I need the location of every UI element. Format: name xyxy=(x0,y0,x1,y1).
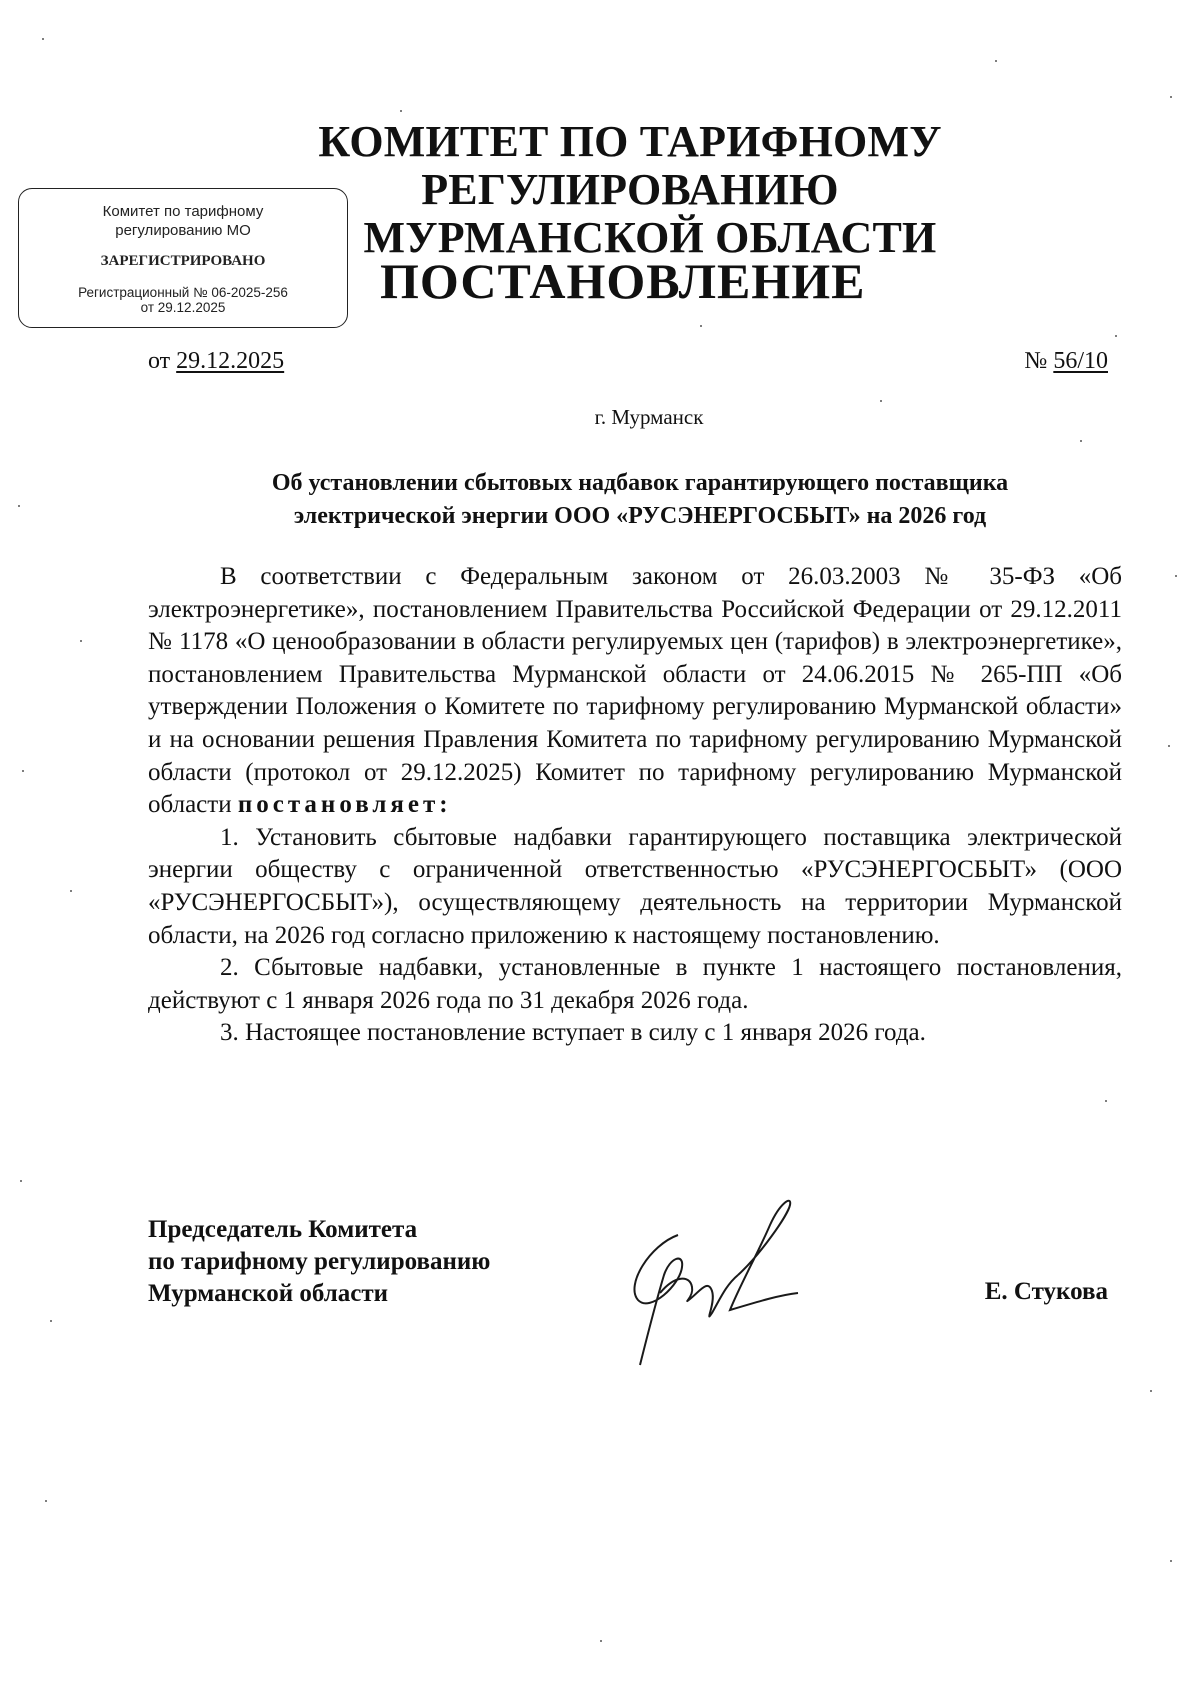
date-prefix: от xyxy=(148,348,177,374)
stamp-reg-number: Регистрационный № 06-2025-256 xyxy=(78,285,288,300)
scan-speck xyxy=(22,770,24,772)
scan-speck xyxy=(70,890,72,892)
position-line3: Мурманской области xyxy=(148,1280,389,1307)
document-date xyxy=(148,348,284,375)
subject-line2: электрической энергии ООО «РУСЭНЕРГОСБЫТ» на 2026 год xyxy=(293,503,987,529)
stamp-registration xyxy=(19,285,347,315)
position-line2: по тарифному регулированию xyxy=(148,1248,491,1275)
number-prefix: № xyxy=(1024,348,1054,374)
scan-speck xyxy=(1168,745,1170,747)
preamble-text: В соответствии с Федеральным законом от 26.03.2003 № 35-ФЗ «Об электроэнергетике», постановлением Правительства Российской Федерации от 29.12.2011 № 1178 «О ценообразовании в области регулируемых цен (тарифов) в электроэнергетике», постановлением Правительства Мурманской области от 24.06.2015 № 265-ПП «Об утверждении Положения о Комитете по тарифному регулированию Мурманской области» и на основании решения Правления Комитета по тарифному регулированию Мурманской области (протокол от 29.12.2025) Комитет по тарифному регулированию Мурманской области xyxy=(148,563,1122,819)
scan-speck xyxy=(600,1640,602,1642)
scan-speck xyxy=(50,1320,52,1322)
scan-speck xyxy=(1115,335,1117,337)
scan-speck xyxy=(1150,1390,1152,1392)
preamble-paragraph xyxy=(148,561,1122,822)
scan-speck xyxy=(1175,575,1177,577)
city: г. Мурманск xyxy=(594,405,704,429)
number-value: 56/10 xyxy=(1053,348,1108,374)
signatory-position xyxy=(148,1214,490,1310)
stamp-org-line1: Комитет по тарифному xyxy=(102,203,264,220)
position-line1: Председатель Комитета xyxy=(148,1216,418,1243)
date-value: 29.12.2025 xyxy=(176,348,285,374)
stamp-organization xyxy=(19,202,347,240)
subject-line1: Об установлении сбытовых надбавок гарантирующего поставщика xyxy=(271,470,1009,496)
document-body xyxy=(148,561,1122,1050)
scan-speck xyxy=(80,640,82,642)
scan-speck xyxy=(995,60,997,62)
scan-speck xyxy=(42,38,44,40)
document-number xyxy=(1024,348,1108,375)
item-3: 3. Настоящее постановление вступает в силу с 1 января 2026 года. xyxy=(220,1019,926,1047)
document-type: ПОСТАНОВЛЕНИЕ xyxy=(380,253,866,309)
scan-speck xyxy=(1105,1100,1107,1102)
item-2: 2. Сбытовые надбавки, установленные в пункте 1 настоящего постановления, действуют с 1 января 2026 года по 31 декабря 2026 года. xyxy=(148,954,1122,1014)
scan-speck xyxy=(1170,96,1172,98)
stamp-org-line2: регулированию МО xyxy=(115,222,251,239)
scan-speck xyxy=(700,325,702,327)
scan-speck xyxy=(1170,1560,1172,1562)
registration-stamp xyxy=(18,188,348,328)
stamp-reg-date: от 29.12.2025 xyxy=(140,300,226,315)
scan-speck xyxy=(880,400,882,402)
scan-speck xyxy=(18,505,20,507)
signatory-name: Е. Стукова xyxy=(984,1278,1108,1305)
scan-speck xyxy=(45,1500,47,1502)
document-subject xyxy=(150,467,1130,533)
organization-title-line2: МУРМАНСКОЙ ОБЛАСТИ xyxy=(363,213,937,262)
scan-speck xyxy=(400,110,402,112)
stamp-status: ЗАРЕГИСТРИРОВАНО xyxy=(100,253,266,269)
item-1: 1. Установить сбытовые надбавки гарантирующего поставщика электрической энергии обществу с ограниченной ответственностью «РУСЭНЕРГОСБЫТ» (ООО «РУСЭНЕРГОСБЫТ»), осуществляющему деятельность на территории Мурманской области, на 2026 год согласно приложению к настоящему постановлению. xyxy=(148,823,1122,949)
organization-title-line1: КОМИТЕТ ПО ТАРИФНОМУ РЕГУЛИРОВАНИЮ xyxy=(318,117,942,214)
handwritten-signature xyxy=(620,1175,820,1375)
decree-word: постановляет: xyxy=(237,791,452,819)
scan-speck xyxy=(1080,440,1082,442)
scan-speck xyxy=(20,1180,22,1182)
